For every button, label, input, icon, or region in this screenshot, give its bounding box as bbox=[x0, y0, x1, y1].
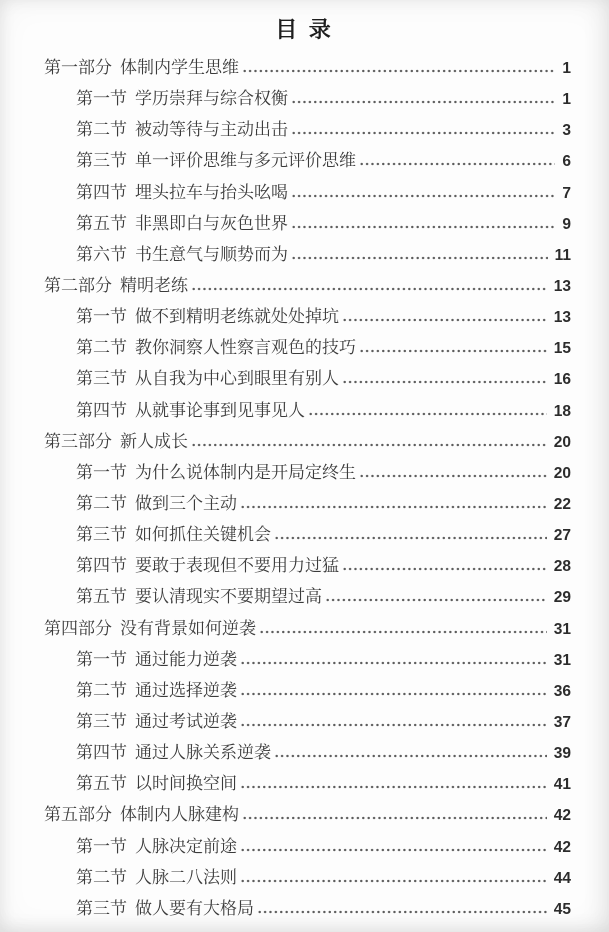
toc-entry-prefix: 第二节 bbox=[76, 120, 127, 140]
dot-leader bbox=[291, 99, 555, 104]
toc-entry bbox=[0, 270, 609, 301]
toc-entry-title: 通过人脉关系逆袭 bbox=[135, 743, 271, 763]
toc-entry bbox=[0, 675, 609, 706]
toc-entry-title: 没有背景如何逆袭 bbox=[120, 618, 256, 638]
dot-leader bbox=[342, 566, 547, 571]
toc-entry-title: 书生意气与顺势而为 bbox=[135, 244, 288, 264]
toc-entry-prefix: 第四节 bbox=[76, 743, 127, 763]
toc-entry-title: 人脉决定前途 bbox=[135, 836, 237, 856]
dot-leader bbox=[240, 722, 547, 727]
toc-entry-prefix: 第三节 bbox=[76, 151, 127, 171]
toc-entry-prefix: 第四节 bbox=[76, 182, 127, 202]
toc-entry-title: 以时间换空间 bbox=[135, 774, 237, 794]
toc-entry-page-number: 36 bbox=[553, 682, 571, 700]
toc-entry bbox=[0, 799, 609, 830]
toc-entry bbox=[0, 831, 609, 862]
toc-entry-page-number: 39 bbox=[553, 745, 571, 763]
toc-entry bbox=[0, 457, 609, 488]
toc-entry bbox=[0, 395, 609, 426]
toc-entry bbox=[0, 581, 609, 612]
toc-entry-prefix: 第一部分 bbox=[44, 58, 112, 77]
toc-entry-title: 通过能力逆袭 bbox=[135, 649, 237, 669]
toc-entry-page-number: 29 bbox=[553, 589, 571, 607]
toc-entry-prefix: 第一节 bbox=[76, 307, 127, 327]
toc-entry bbox=[0, 208, 609, 239]
dot-leader bbox=[308, 411, 547, 416]
toc-entry-title: 体制内学生思维 bbox=[120, 58, 239, 77]
toc-entry-page-number: 41 bbox=[553, 776, 571, 794]
toc-entry-page-number: 44 bbox=[553, 869, 571, 887]
dot-leader bbox=[274, 753, 547, 758]
toc-entry-page-number: 45 bbox=[553, 900, 571, 918]
toc-entry-prefix: 第五节 bbox=[76, 587, 127, 607]
dot-leader bbox=[240, 660, 547, 665]
toc-entry-page-number: 13 bbox=[553, 309, 571, 327]
toc-entry-page-number: 28 bbox=[553, 558, 571, 576]
toc-entry-prefix: 第一节 bbox=[76, 649, 127, 669]
toc-entry-title: 做不到精明老练就处处掉坑 bbox=[135, 307, 339, 327]
toc-entry-title: 单一评价思维与多元评价思维 bbox=[135, 151, 356, 171]
toc-entry-title: 从自我为中心到眼里有别人 bbox=[135, 369, 339, 389]
toc-entry bbox=[0, 52, 609, 83]
toc-entry-prefix: 第一节 bbox=[76, 836, 127, 856]
toc-entry-prefix: 第二节 bbox=[76, 493, 127, 513]
toc-entry-page-number: 31 bbox=[553, 651, 571, 669]
toc-entry-page-number: 13 bbox=[553, 277, 571, 295]
toc-entry-prefix: 第三部分 bbox=[44, 431, 112, 451]
toc-entry-page-number: 20 bbox=[553, 464, 571, 482]
toc-entry-title: 学历崇拜与综合权衡 bbox=[135, 89, 288, 109]
dot-leader bbox=[257, 909, 547, 914]
toc-entry-prefix: 第六节 bbox=[76, 244, 127, 264]
toc-entry-prefix: 第四部分 bbox=[44, 618, 112, 638]
toc-entry-title: 人脉二八法则 bbox=[135, 867, 237, 887]
toc-entry-page-number: 42 bbox=[553, 807, 571, 825]
toc-entry-title: 非黑即白与灰色世界 bbox=[135, 213, 288, 233]
toc-entry bbox=[0, 488, 609, 519]
dot-leader bbox=[240, 847, 547, 852]
toc-entry-prefix: 第一节 bbox=[76, 462, 127, 482]
toc-entry bbox=[0, 301, 609, 332]
toc-entry bbox=[0, 706, 609, 737]
toc-entry-title: 通过考试逆袭 bbox=[135, 711, 237, 731]
dot-leader bbox=[274, 535, 547, 540]
toc-entry bbox=[0, 332, 609, 363]
toc-entry-page-number: 3 bbox=[562, 122, 571, 140]
dot-leader bbox=[191, 286, 547, 291]
dot-leader bbox=[240, 878, 547, 883]
toc-entry bbox=[0, 145, 609, 176]
toc-entry-prefix: 第三节 bbox=[76, 525, 127, 545]
dot-leader bbox=[191, 442, 547, 447]
toc-entry-page-number: 9 bbox=[562, 215, 571, 233]
toc-entry-page-number: 7 bbox=[562, 184, 571, 202]
toc-entry bbox=[0, 737, 609, 768]
toc-entry bbox=[0, 768, 609, 799]
toc-entry-title: 埋头拉车与抬头吆喝 bbox=[135, 182, 288, 202]
dot-leader bbox=[359, 473, 547, 478]
dot-leader bbox=[240, 504, 547, 509]
toc-entry bbox=[0, 893, 609, 924]
toc-entry-prefix: 第三节 bbox=[76, 711, 127, 731]
dot-leader bbox=[240, 784, 547, 789]
dot-leader bbox=[359, 161, 555, 166]
toc-entry bbox=[0, 613, 609, 644]
toc-entry-title: 被动等待与主动出击 bbox=[135, 120, 288, 140]
toc-entry-prefix: 第二节 bbox=[76, 680, 127, 700]
toc-entry-page-number: 22 bbox=[553, 495, 571, 513]
toc-entry bbox=[0, 239, 609, 270]
toc-entry-prefix: 第五节 bbox=[76, 774, 127, 794]
toc-entry-page-number: 31 bbox=[553, 620, 571, 638]
dot-leader bbox=[242, 68, 555, 73]
toc-entry-prefix: 第二部分 bbox=[44, 275, 112, 295]
dot-leader bbox=[291, 130, 555, 135]
toc-entry bbox=[0, 363, 609, 394]
toc-entry-page-number: 27 bbox=[553, 527, 571, 545]
dot-leader bbox=[259, 629, 547, 634]
toc-entry-page-number: 11 bbox=[554, 246, 571, 264]
toc-entry-prefix: 第四节 bbox=[76, 556, 127, 576]
toc-entry-title: 教你洞察人性察言观色的技巧 bbox=[135, 338, 356, 358]
toc-entry-title: 通过选择逆袭 bbox=[135, 680, 237, 700]
dot-leader bbox=[359, 348, 547, 353]
toc-entry-page-number: 42 bbox=[553, 838, 571, 856]
dot-leader bbox=[291, 193, 555, 198]
toc-entry-prefix: 第二节 bbox=[76, 338, 127, 358]
toc-entry-title: 从就事论事到见事见人 bbox=[135, 400, 305, 420]
toc-entry-title: 要认清现实不要期望过高 bbox=[135, 587, 322, 607]
page-title: 目 录 bbox=[275, 17, 334, 42]
dot-leader bbox=[325, 597, 547, 602]
dot-leader bbox=[291, 224, 555, 229]
toc-entry-prefix: 第三节 bbox=[76, 369, 127, 389]
toc-entry-page-number: 1 bbox=[562, 60, 571, 77]
dot-leader bbox=[342, 379, 547, 384]
toc-entry-title: 如何抓住关键机会 bbox=[135, 525, 271, 545]
toc-entry bbox=[0, 83, 609, 114]
toc-entry bbox=[0, 550, 609, 581]
toc-entry bbox=[0, 426, 609, 457]
toc-entry-title: 新人成长 bbox=[120, 431, 188, 451]
toc-entry-prefix: 第二节 bbox=[76, 867, 127, 887]
toc-entry bbox=[0, 114, 609, 145]
dot-leader bbox=[242, 815, 547, 820]
toc-entry-page-number: 37 bbox=[553, 713, 571, 731]
toc-entry bbox=[0, 177, 609, 208]
toc-entry-page-number: 1 bbox=[562, 91, 571, 109]
toc-entry-title: 做人要有大格局 bbox=[135, 898, 254, 918]
toc-entry-page-number: 16 bbox=[553, 371, 571, 389]
toc-entry-title: 要敢于表现但不要用力过猛 bbox=[135, 556, 339, 576]
toc-entry-title: 精明老练 bbox=[120, 275, 188, 295]
toc-entry-page-number: 6 bbox=[562, 153, 571, 171]
toc-entry-page-number: 20 bbox=[553, 433, 571, 451]
toc-entry-page-number: 15 bbox=[553, 340, 571, 358]
toc-entry bbox=[0, 644, 609, 675]
toc-entry-prefix: 第三节 bbox=[76, 898, 127, 918]
dot-leader bbox=[291, 255, 548, 260]
toc-entry bbox=[0, 862, 609, 893]
toc-list bbox=[0, 52, 609, 924]
toc-entry-title: 做到三个主动 bbox=[135, 493, 237, 513]
toc-entry-title: 为什么说体制内是开局定终生 bbox=[135, 462, 356, 482]
toc-entry bbox=[0, 519, 609, 550]
toc-entry-prefix: 第五部分 bbox=[44, 805, 112, 825]
dot-leader bbox=[240, 691, 547, 696]
toc-entry-prefix: 第五节 bbox=[76, 213, 127, 233]
toc-entry-prefix: 第四节 bbox=[76, 400, 127, 420]
toc-entry-title: 体制内人脉建构 bbox=[120, 805, 239, 825]
toc-entry-prefix: 第一节 bbox=[76, 89, 127, 109]
dot-leader bbox=[342, 317, 547, 322]
toc-entry-page-number: 18 bbox=[553, 402, 571, 420]
